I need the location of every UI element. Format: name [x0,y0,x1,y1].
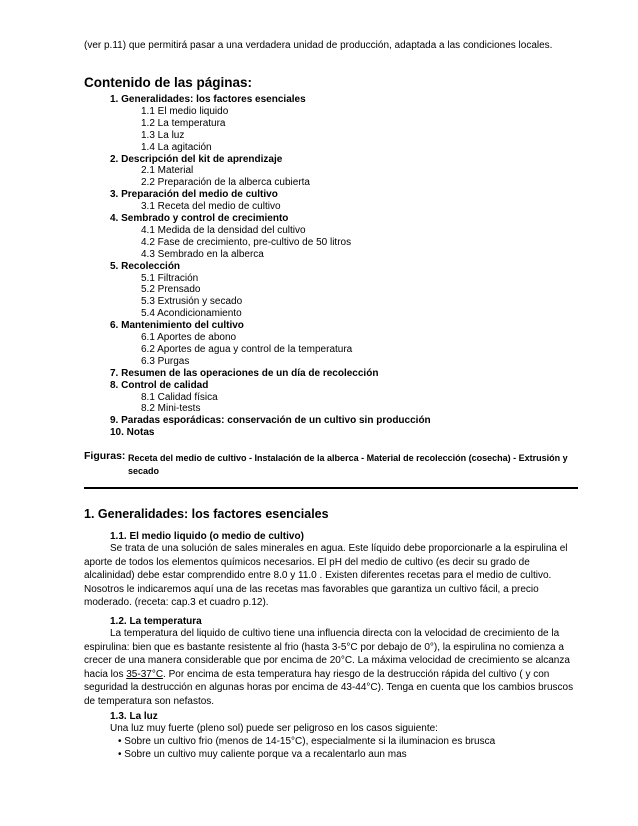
toc-chapter: 9. Paradas esporádicas: conservación de un cultivo sin producción [110,415,431,427]
paragraph-1-3 [84,722,578,736]
toc-chapter: 2. Descripción del kit de aprendizaje [110,153,283,165]
section-divider [84,487,578,489]
toc-subitem: 5.4 Acondicionamiento [141,308,242,320]
toc-subitem: 5.2 Prensado [141,284,201,296]
paragraph-1-1-text: Se trata de una solución de sales minerales en agua. Este líquido debe proporcionarle a la espirulina el aporte de todos los elementos químicos necesarios. El pH del medio de cultivo (es decir su grado de alcalinidad) debe estar comprendido entre 8.0 y 11.0 . Existen diferentes recetas para el medio de cultivo. Nosotros le indicaremos aquí una de las recetas mas favorables que garantiza un cultivo fácil, a precio moderado. (receta: cap.3 et cuadro p.12). [84,543,568,609]
toc-chapter: 10. Notas [110,427,155,439]
intro-line: (ver p.11) que permitirá pasar a una verdadera unidad de producción, adaptada a las condiciones locales. [84,40,553,51]
toc-subitem: 8.2 Mini-tests [141,403,201,415]
toc-chapter: 1. Generalidades: los factores esenciales [110,94,306,105]
paragraph-1-1 [84,542,578,610]
list-item: • Sobre un cultivo muy caliente porque va a recalentarlo aun mas [118,749,407,760]
toc-subitem: 6.3 Purgas [141,355,190,367]
toc-subitem: 1.3 La luz [141,129,185,141]
figures-list: Receta del medio de cultivo - Instalación de la alberca - Material de recolección (cosecha) - Extrusión y secado [128,453,568,476]
toc-subitem: 4.1 Medida de la densidad del cultivo [141,224,306,236]
section-title: 1. Generalidades: los factores esenciales [84,507,329,521]
toc-subitem: 6.1 Aportes de abono [141,332,237,343]
subsection-heading-1-2: 1.2. La temperatura [110,616,202,627]
subsection-heading-1-3: 1.3. La luz [110,711,158,722]
toc-chapter: 8. Control de calidad [110,379,209,391]
toc-subitem: 8.1 Calidad física [141,391,218,403]
paragraph-1-2-text-a: La temperatura del liquido de cultivo tiene una influencia directa con la velocidad de crecimiento de la espirulina: bien que es bastante resistente al frio (hasta 3-5°C por debajo de 0°), la espirulina no comienza a crecer de una manera considerable que por encima de 20°C. La máxima velocidad de crecimiento se alcanza hacia los [84,628,570,680]
toc-subitem: 4.3 Sembrado en la alberca [141,248,264,260]
paragraph-1-2-text-b: . Por encima de esta temperatura hay riesgo de la destrucción rápida del cultivo ( y con seguridad la destrucción en algunas horas por encima de 43-44°C). Tenga en cuenta que los cambios bruscos de temperatura son nefastos. [84,668,574,707]
toc-subitem: 3.1 Receta del medio de cultivo [141,201,281,213]
toc-chapter: 3. Preparación del medio de cultivo [110,189,278,201]
toc-chapter: 7. Resumen de las operaciones de un día de recolección [110,367,379,379]
toc-chapter: 5. Recolección [110,260,181,272]
toc-chapter: 4. Sembrado y control de crecimiento [110,213,289,224]
list-item: • Sobre un cultivo frio (menos de 14-15°C), especialmente si la iluminacion es brusca [118,736,496,747]
paragraph-1-3-text: Una luz muy fuerte (pleno sol) puede ser peligroso en los casos siguiente: [110,723,438,734]
toc-subitem: 5.3 Extrusión y secado [141,296,243,308]
toc-title: Contenido de las páginas: [84,75,253,90]
toc-subitem: 2.1 Material [141,165,194,177]
toc-subitem: 4.2 Fase de crecimiento, pre-cultivo de 50 litros [141,236,352,248]
toc-subitem: 2.2 Preparación de la alberca cubierta [141,177,310,189]
toc-subitem: 5.1 Filtración [141,272,199,284]
toc-subitem: 1.4 La agitación [141,141,212,153]
toc-subitem: 6.2 Aportes de agua y control de la temperatura [141,343,353,355]
toc-chapter: 6. Mantenimiento del cultivo [110,320,244,332]
paragraph-1-2 [84,627,578,709]
subsection-heading-1-1: 1.1. El medio liquido (o medio de cultivo) [110,531,304,542]
bullet-list [118,735,495,761]
figures-label: Figuras: [84,450,126,462]
toc-subitem: 1.1 El medio liquido [141,105,229,117]
toc-subitem: 1.2 La temperatura [141,117,226,129]
paragraph-1-2-range: 35-37°C [126,668,164,680]
